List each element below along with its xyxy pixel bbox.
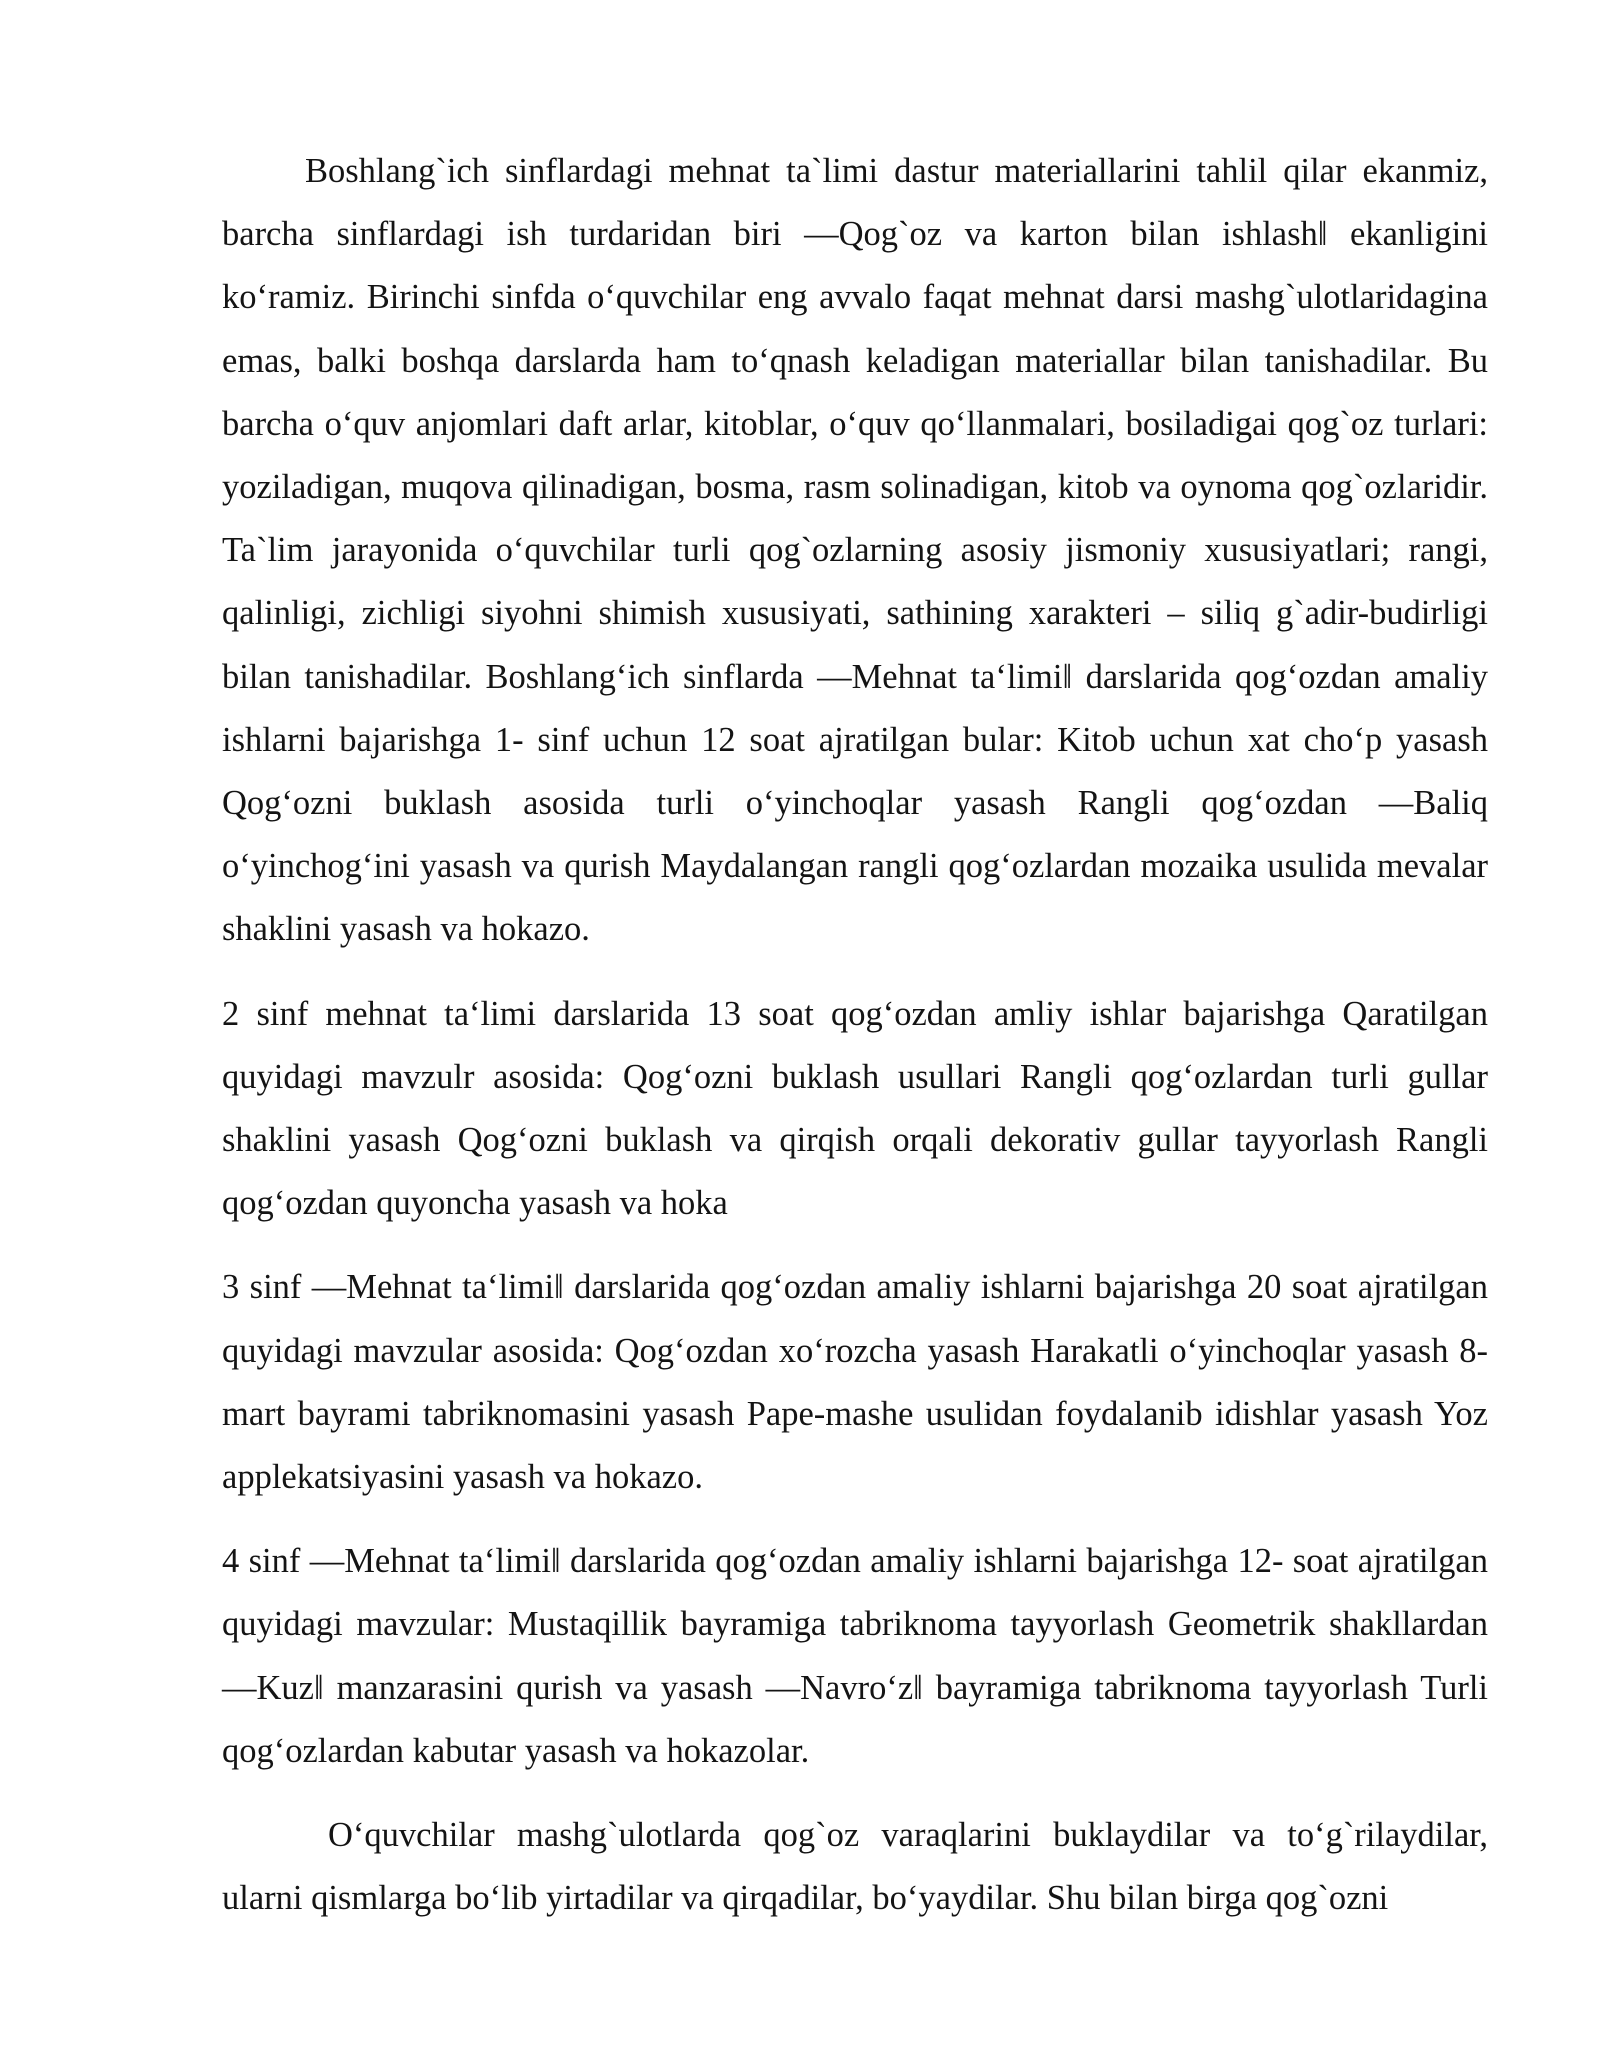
paragraph-grade-4: 4 sinf ―Mehnat ta‘limi‖ darslarida qog‘ozdan amaliy ishlarni bajarishga 12- soat ajratilgan quyidagi mavzular: Mustaqillik bayramiga tabriknoma tayyorlash Geometrik shakllardan ―Kuz‖ manzarasini qurish va yasash ―Navro‘z‖ bayramiga tabriknoma tayyorlash Turli qog‘ozlardan kabutar yasash va hokazolar. (222, 1542, 1488, 1770)
paragraph-grade-3: 3 sinf ―Mehnat ta‘limi‖ darslarida qog‘ozdan amaliy ishlarni bajarishga 20 soat ajratilgan quyidagi mavzular asosida: Qog‘ozdan xo‘rozcha yasash Harakatli o‘yinchoqlar yasash 8-mart bayrami tabriknomasini yasash Pape-mashe usulidan foydalanib idishlar yasash Yoz applekatsiyasini yasash va hokazo. (222, 1268, 1488, 1497)
paragraph-grade-2: 2 sinf mehnat ta‘limi darslarida 13 soat qog‘ozdan amliy ishlar bajarishga Qaratilgan quyidagi mavzulr asosida: Qog‘ozni buklash usullari Rangli qog‘ozlardan turli gullar shaklini yasash Qog‘ozni buklash va qirqish orqali dekorativ gullar tayyorlash Rangli qog‘ozdan quyoncha yasash va hoka (222, 994, 1488, 1223)
paragraph-intro: Boshlang`ich sinflardagi mehnat ta`limi dastur materiallarini tahlil qilar ekanmiz, barcha sinflardagi ish turdaridan biri ―Qog`oz va karton bilan ishlash‖ ekanligini ko‘ramiz. Birinchi sinfda o‘quvchilar eng avvalo faqat mehnat darsi mashg`ulotlaridagina emas, balki boshqa darslarda ham to‘qnash keladigan materiallar bilan tanishadilar. Bu barcha o‘quv anjomlari daft arlar, kitoblar, o‘quv qo‘llanmalari, bosiladigai qog`oz turlari: yoziladigan, muqova qilinadigan, bosma, rasm solinadigan, kitob va oynoma qog`ozlaridir. Ta`lim jarayonida o‘quvchilar turli qog`ozlarning asosiy jismoniy xususiyatlari; rangi, qalinligi, zichligi siyohni shimish xususiyati, sathining xarakteri – siliq g`adir-budirligi bilan tanishadilar. Boshlang‘ich sinflarda ―Mehnat ta‘limi‖ darslarida qog‘ozdan amaliy ishlarni bajarishga 1- sinf uchun 12 soat ajratilgan bular: Kitob uchun xat cho‘p yasash Qog‘ozni buklash asosida turli o‘yinchoqlar yasash Rangli qog‘ozdan ―Baliq o‘yinchog‘ini yasash va qurish Maydalangan rangli qog‘ozlardan mozaika usulida mevalar shaklini yasash va hokazo. (222, 152, 1488, 949)
document-body (222, 140, 1488, 1930)
paragraph-activities: O‘quvchilar mashg`ulotlarda qog`oz varaqlarini buklaydilar va to‘g`rilaydilar, ularni qismlarga bo‘lib yirtadilar va qirqadilar, bo‘yaydilar. Shu bilan birga qog`ozni (222, 1816, 1488, 1918)
